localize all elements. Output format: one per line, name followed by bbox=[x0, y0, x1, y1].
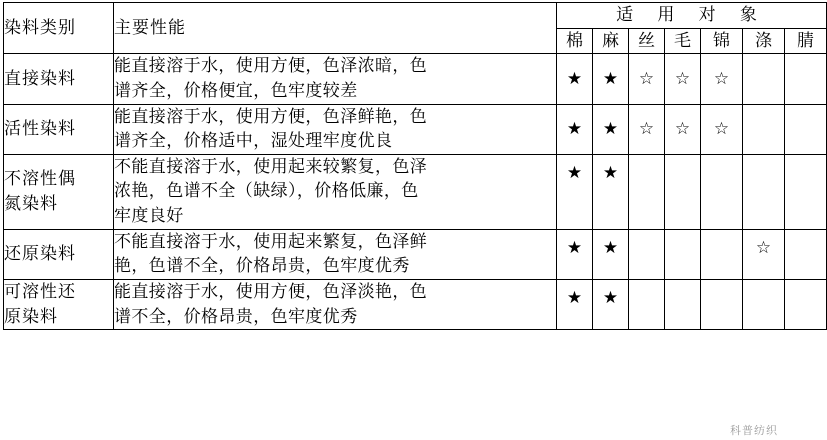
mark-linen bbox=[593, 154, 629, 229]
mark-acrylic bbox=[785, 54, 827, 104]
mark-glyph: ★ bbox=[602, 118, 619, 138]
header-fiber-acrylic: 腈 bbox=[785, 28, 827, 54]
mark-silk bbox=[629, 229, 665, 279]
mark-nylon bbox=[701, 154, 743, 229]
header-performance: 主要性能 bbox=[114, 3, 557, 54]
mark-wool bbox=[665, 54, 701, 104]
performance-line: 不能直接溶于水，使用起来较繁复，色泽 bbox=[114, 156, 428, 176]
mark-glyph: ★ bbox=[602, 237, 619, 257]
mark-linen bbox=[593, 280, 629, 330]
header-fiber-wool: 毛 bbox=[665, 28, 701, 54]
mark-cotton bbox=[557, 54, 593, 104]
mark-cotton bbox=[557, 154, 593, 229]
performance-line: 牢度良好 bbox=[114, 206, 184, 226]
mark-wool bbox=[665, 229, 701, 279]
mark-glyph: ★ bbox=[566, 68, 583, 88]
mark-glyph: ☆ bbox=[713, 68, 730, 88]
mark-silk bbox=[629, 154, 665, 229]
performance-line: 谱齐全，价格适中，湿处理牢度优良 bbox=[114, 131, 393, 151]
category-line: 直接染料 bbox=[4, 68, 76, 88]
row-category bbox=[4, 229, 114, 279]
row-performance bbox=[114, 104, 557, 154]
mark-nylon bbox=[701, 229, 743, 279]
performance-line: 不能直接溶于水，使用起来繁复，色泽鲜 bbox=[114, 231, 428, 251]
row-category bbox=[4, 104, 114, 154]
dye-comparison-table bbox=[3, 2, 827, 330]
performance-line: 能直接溶于水，使用方便，色泽鲜艳，色 bbox=[114, 106, 428, 126]
dye-comparison-table-wrapper bbox=[3, 2, 815, 330]
mark-polyester bbox=[743, 154, 785, 229]
header-fiber-linen: 麻 bbox=[593, 28, 629, 54]
category-line: 还原染料 bbox=[4, 244, 76, 264]
category-line: 不溶性偶 bbox=[4, 169, 76, 189]
row-category bbox=[4, 154, 114, 229]
mark-acrylic bbox=[785, 154, 827, 229]
mark-nylon bbox=[701, 104, 743, 154]
mark-cotton bbox=[557, 280, 593, 330]
row-category bbox=[4, 54, 114, 104]
mark-glyph: ☆ bbox=[713, 118, 730, 138]
header-fiber-polyester: 涤 bbox=[743, 28, 785, 54]
performance-line: 能直接溶于水，使用方便，色泽淡艳，色 bbox=[114, 282, 428, 302]
table-row bbox=[4, 229, 827, 279]
category-line: 活性染料 bbox=[4, 118, 76, 138]
performance-line: 艳，色谱不全，价格昂贵，色牢度优秀 bbox=[114, 256, 410, 276]
mark-silk bbox=[629, 280, 665, 330]
mark-linen bbox=[593, 54, 629, 104]
mark-nylon bbox=[701, 280, 743, 330]
header-category: 染料类别 bbox=[4, 3, 114, 54]
mark-glyph: ☆ bbox=[638, 68, 655, 88]
mark-linen bbox=[593, 229, 629, 279]
mark-wool bbox=[665, 154, 701, 229]
table-row bbox=[4, 54, 827, 104]
mark-glyph: ☆ bbox=[674, 118, 691, 138]
mark-acrylic bbox=[785, 104, 827, 154]
performance-line: 谱不全，价格昂贵，色牢度优秀 bbox=[114, 306, 358, 326]
mark-cotton bbox=[557, 229, 593, 279]
row-performance bbox=[114, 229, 557, 279]
mark-acrylic bbox=[785, 229, 827, 279]
performance-line: 能直接溶于水，使用方便，色泽浓暗，色 bbox=[114, 56, 428, 76]
mark-glyph: ☆ bbox=[674, 68, 691, 88]
mark-wool bbox=[665, 104, 701, 154]
header-applicable-objects: 适 用 对 象 bbox=[557, 3, 827, 29]
mark-glyph: ★ bbox=[566, 118, 583, 138]
performance-line: 浓艳，色谱不全（缺绿），价格低廉，色 bbox=[114, 181, 419, 201]
mark-silk bbox=[629, 104, 665, 154]
table-header-row-1 bbox=[4, 3, 827, 29]
table-row bbox=[4, 104, 827, 154]
header-fiber-silk: 丝 bbox=[629, 28, 665, 54]
mark-polyester bbox=[743, 54, 785, 104]
header-fiber-cotton: 棉 bbox=[557, 28, 593, 54]
category-line: 氮染料 bbox=[4, 193, 58, 213]
mark-polyester bbox=[743, 229, 785, 279]
mark-linen bbox=[593, 104, 629, 154]
mark-nylon bbox=[701, 54, 743, 104]
mark-polyester bbox=[743, 104, 785, 154]
row-performance bbox=[114, 154, 557, 229]
mark-cotton bbox=[557, 104, 593, 154]
row-performance bbox=[114, 280, 557, 330]
mark-wool bbox=[665, 280, 701, 330]
mark-glyph: ★ bbox=[602, 68, 619, 88]
row-performance bbox=[114, 54, 557, 104]
category-line: 可溶性还 bbox=[4, 282, 76, 302]
mark-polyester bbox=[743, 280, 785, 330]
mark-glyph: ☆ bbox=[638, 118, 655, 138]
row-category bbox=[4, 280, 114, 330]
mark-glyph: ☆ bbox=[755, 237, 772, 257]
category-line: 原染料 bbox=[4, 306, 58, 326]
table-row bbox=[4, 280, 827, 330]
watermark-text: 科普纺织 bbox=[730, 425, 778, 437]
mark-glyph: ★ bbox=[602, 288, 619, 308]
performance-line: 谱齐全，价格便宜，色牢度较差 bbox=[114, 80, 358, 100]
mark-glyph: ★ bbox=[602, 162, 619, 182]
mark-glyph: ★ bbox=[566, 162, 583, 182]
mark-glyph: ★ bbox=[566, 288, 583, 308]
mark-acrylic bbox=[785, 280, 827, 330]
mark-silk bbox=[629, 54, 665, 104]
table-row bbox=[4, 154, 827, 229]
mark-glyph: ★ bbox=[566, 237, 583, 257]
header-fiber-nylon: 锦 bbox=[701, 28, 743, 54]
